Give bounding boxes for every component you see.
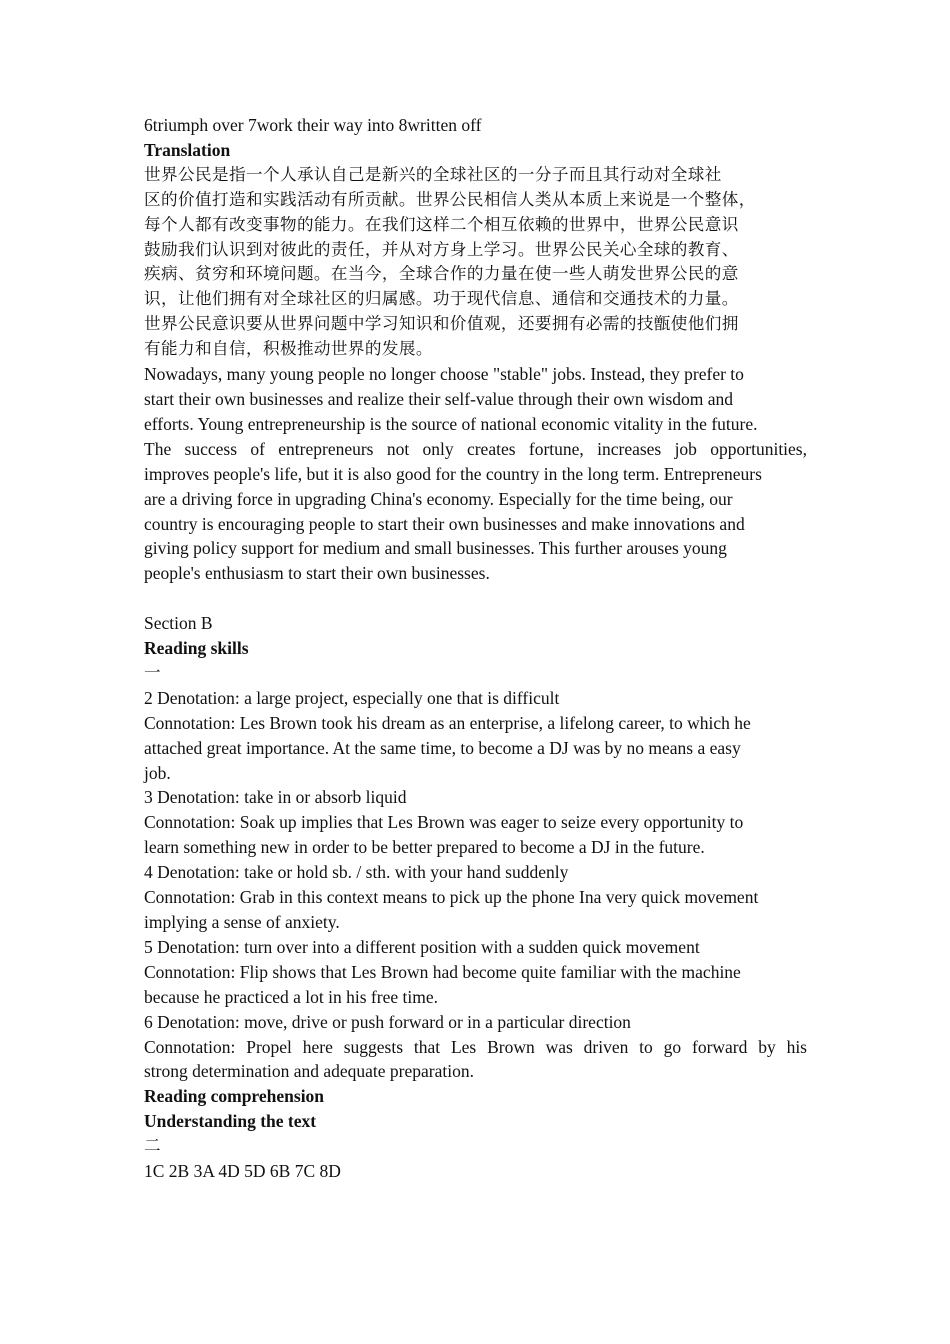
reading-skills-item bbox=[144, 686, 807, 786]
reading-skills-item bbox=[144, 1010, 807, 1085]
denotation-line: 5 Denotation: turn over into a different position with a sudden quick movement bbox=[144, 936, 700, 957]
chinese-line: 疾病、贫穷和环境问题。在当今，全球合作的力量在使一些人萌发世界公民的意 bbox=[144, 264, 739, 284]
reading-skills-item bbox=[144, 785, 807, 860]
connotation-line: Connotation: Soak up implies that Les Brown was eager to seize every opportunity to bbox=[144, 812, 744, 833]
understanding-text-heading: Understanding the text bbox=[144, 1111, 317, 1132]
reading-skills-item bbox=[144, 860, 807, 935]
connotation-line: implying a sense of anxiety. bbox=[144, 911, 340, 932]
chinese-line: 有能力和自信，积极推动世界的发展。 bbox=[144, 339, 433, 359]
answer-key-line: 1C 2B 3A 4D 5D 6B 7C 8D bbox=[144, 1161, 341, 1182]
chinese-paragraph bbox=[144, 163, 807, 362]
english-paragraph bbox=[144, 362, 807, 586]
connotation-line: Connotation: Flip shows that Les Brown had become quite familiar with the machine bbox=[144, 961, 741, 982]
english-line: are a driving force in upgrading China's economy. Especially for the time being, our bbox=[144, 488, 733, 509]
english-line: improves people's life, but it is also good for the country in the long term. Entrepreneurs bbox=[144, 463, 762, 484]
chinese-line: 世界公民意识要从世界问题中学习知识和价值观，还要拥有必需的技甑使他们拥 bbox=[144, 314, 739, 334]
part-one-marker: 一 bbox=[144, 662, 161, 682]
blank-line bbox=[144, 586, 807, 611]
vocab-answers-line: 6triumph over 7work their way into 8written off bbox=[144, 115, 482, 135]
connotation-line: Connotation: Propel here suggests that Les Brown was driven to go forward by his bbox=[144, 1036, 807, 1057]
english-line: people's enthusiasm to start their own businesses. bbox=[144, 563, 490, 584]
denotation-line: 2 Denotation: a large project, especially one that is difficult bbox=[144, 687, 560, 708]
chinese-line: 每个人都有改变事物的能力。在我们这样二个相互依赖的世界中，世界公民意识 bbox=[144, 214, 739, 234]
connotation-line: job. bbox=[144, 762, 171, 783]
connotation-line: learn something new in order to be better prepared to become a DJ in the future. bbox=[144, 837, 705, 858]
connotation-line: attached great importance. At the same time, to become a DJ was by no means a easy bbox=[144, 737, 741, 758]
connotation-line: Connotation: Les Brown took his dream as an enterprise, a lifelong career, to which he bbox=[144, 712, 751, 733]
chinese-line: 世界公民是指一个人承认自己是新兴的全球社区的一分子而且其行动对全球社 bbox=[144, 164, 722, 184]
english-line: The success of entrepreneurs not only creates fortune, increases job opportunities, bbox=[144, 438, 807, 459]
english-line: giving policy support for medium and small businesses. This further arouses young bbox=[144, 538, 727, 559]
denotation-line: 4 Denotation: take or hold sb. / sth. with your hand suddenly bbox=[144, 862, 569, 883]
english-line: country is encouraging people to start their own businesses and make innovations and bbox=[144, 513, 745, 534]
section-b-title: Section B bbox=[144, 613, 213, 634]
english-line: efforts. Young entrepreneurship is the source of national economic vitality in the future. bbox=[144, 413, 758, 434]
translation-heading: Translation bbox=[144, 139, 231, 160]
reading-skills-heading: Reading skills bbox=[144, 638, 249, 659]
connotation-line: because he practiced a lot in his free time. bbox=[144, 986, 438, 1007]
connotation-line: Connotation: Grab in this context means to pick up the phone Ina very quick movement bbox=[144, 887, 759, 908]
chinese-line: 区的价值打造和实践活动有所贡献。世界公民相信人类从本质上来说是一个整体， bbox=[144, 189, 756, 209]
denotation-line: 6 Denotation: move, drive or push forward or in a particular direction bbox=[144, 1011, 631, 1032]
english-line: Nowadays, many young people no longer choose "stable" jobs. Instead, they prefer to bbox=[144, 364, 744, 385]
part-two-marker: 二 bbox=[144, 1136, 161, 1156]
document-page bbox=[144, 113, 807, 1184]
reading-comprehension-heading: Reading comprehension bbox=[144, 1086, 325, 1107]
chinese-line: 识，让他们拥有对全球社区的归属感。功于现代信息、通信和交通技术的力量。 bbox=[144, 289, 739, 309]
english-line: start their own businesses and realize their self-value through their own wisdom and bbox=[144, 388, 734, 409]
reading-skills-item bbox=[144, 935, 807, 1010]
denotation-line: 3 Denotation: take in or absorb liquid bbox=[144, 787, 407, 808]
chinese-line: 鼓励我们认识到对彼此的责任，并从对方身上学习。世界公民关心全球的教育、 bbox=[144, 239, 739, 259]
connotation-line: strong determination and adequate preparation. bbox=[144, 1061, 474, 1082]
